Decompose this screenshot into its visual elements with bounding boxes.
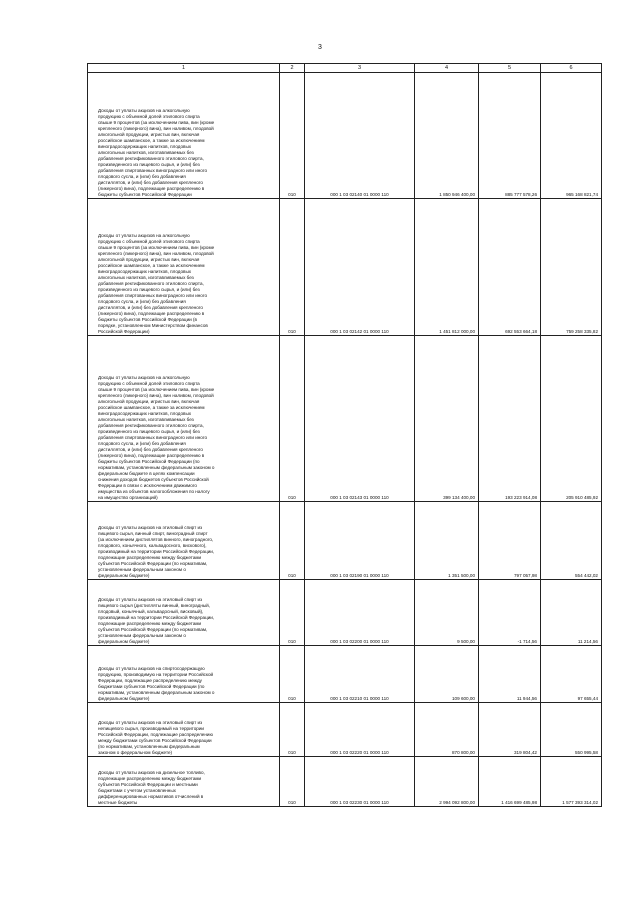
revenue-report-table (87, 63, 602, 807)
executed-amount: 193 223 914,08 (479, 336, 541, 502)
income-description: Доходы от уплаты акцизов на этиловый спирт из пищевого сырья (дистилляты винный, виноградный, плодовый, коньячный, кальвадосный, висковый), производимый на территории Российской Федерации, подлежащие распределению между бюджетами субъектов Российской Федерации (по нормативам, установленным федеральным законом о федеральном бюджете) (88, 580, 280, 646)
executed-amount: 11 944,56 (479, 646, 541, 703)
unexecuted-amount: 11 214,56 (541, 580, 602, 646)
approved-amount: 109 600,00 (415, 646, 479, 703)
unexecuted-amount: 1 577 393 314,02 (541, 757, 602, 807)
unexecuted-amount: 965 168 821,74 (541, 73, 602, 199)
budget-classification-code: 000 1 03 02200 01 0000 110 (305, 580, 415, 646)
table-row (88, 199, 602, 336)
column-header: 4 (415, 64, 479, 73)
line-code: 010 (280, 502, 305, 580)
budget-classification-code: 000 1 03 02143 01 0000 110 (305, 336, 415, 502)
unexecuted-amount: 554 442,02 (541, 502, 602, 580)
budget-classification-code: 000 1 03 02140 01 0000 110 (305, 73, 415, 199)
line-code: 010 (280, 73, 305, 199)
approved-amount: 1 351 500,00 (415, 502, 479, 580)
column-header: 2 (280, 64, 305, 73)
executed-amount: 319 804,42 (479, 703, 541, 757)
table-row (88, 580, 602, 646)
income-description: Доходы от уплаты акцизов на алкогольную продукцию с объемной долей этилового спирта свыше 9 процентов (за исключением пива, вин (кроме крепленого (ликерного) вина), вин наливом, плодовой алкогольной продукции, игристых вин, включая российское шампанское, а также за исключением виноградосодержащих напитков, плодовых алкогольных напитков, изготавливаемых без добавления ректификованного этилового спирта, произведенного из пищевого сырья, и (или) без добавления спиртованных виноградного или иного плодового сусла, и (или) без добавления дистиллятов, и (или) без добавления крепленого (ликерного) вина), подлежащие распределению в бюджеты субъектов Российской Федерации (88, 73, 280, 199)
executed-amount: 692 553 664,18 (479, 199, 541, 336)
budget-classification-code: 000 1 03 02220 01 0000 110 (305, 703, 415, 757)
budget-classification-code: 000 1 03 02210 01 0000 110 (305, 646, 415, 703)
executed-amount: 885 777 578,26 (479, 73, 541, 199)
income-description: Доходы от уплаты акцизов на дизельное топливо, подлежащие распределению между бюджетами субъектов Российской Федерации и местными бюджетами с учетом установленных дифференцированных нормативов отчислений в местные бюджеты (88, 757, 280, 807)
table-row (88, 757, 602, 807)
column-number-header-row (88, 64, 602, 73)
unexecuted-amount: 97 655,44 (541, 646, 602, 703)
column-header: 1 (88, 64, 280, 73)
budget-classification-code: 000 1 03 02190 01 0000 110 (305, 502, 415, 580)
line-code: 010 (280, 703, 305, 757)
income-description: Доходы от уплаты акцизов на спиртосодержащую продукцию, производимую на территории Российской Федерации, подлежащие распределению между бюджетами субъектов Российской Федерации (по нормативам, установленным федеральным законом о федеральном бюджете) (88, 646, 280, 703)
page-number: 3 (318, 44, 322, 51)
executed-amount: 797 057,98 (479, 502, 541, 580)
approved-amount: 870 800,00 (415, 703, 479, 757)
approved-amount: 399 134 400,00 (415, 336, 479, 502)
income-description: Доходы от уплаты акцизов на этиловый спирт из пищевого сырья, винный спирт, виноградный спирт (за исключением дистиллятов винного, виноградного, плодового, коньячного, кальвадосного, вискового), производимый на территории Российской Федерации, подлежащие распределению между бюджетами субъектов Российской Федерации (по нормативам, установленным федеральным законом о федеральном бюджете) (88, 502, 280, 580)
line-code: 010 (280, 336, 305, 502)
approved-amount: 9 500,00 (415, 580, 479, 646)
approved-amount: 1 850 946 400,00 (415, 73, 479, 199)
executed-amount: 1 416 699 485,98 (479, 757, 541, 807)
income-description: Доходы от уплаты акцизов на алкогольную продукцию с объемной долей этилового спирта свыше 9 процентов (за исключением пива, вин (кроме крепленого (ликерного) вина), вин наливом, плодовой алкогольной продукции, игристых вин, включая российское шампанское, а также за исключением виноградосодержащих напитков, плодовых алкогольных напитков, изготавливаемых без добавления ректификованного этилового спирта, произведенного из пищевого сырья, и (или) без добавления спиртованных виноградного или иного плодового сусла, и (или) без добавления дистиллятов, и (или) без добавления крепленого (ликерного) вина), подлежащие распределению в бюджеты субъектов Российской Федерации (в порядке, установленном Министерством финансов Российской Федерации) (88, 199, 280, 336)
line-code: 010 (280, 199, 305, 336)
column-header: 5 (479, 64, 541, 73)
table-row (88, 336, 602, 502)
budget-classification-code: 000 1 03 02230 01 0000 110 (305, 757, 415, 807)
line-code: 010 (280, 646, 305, 703)
line-code: 010 (280, 757, 305, 807)
unexecuted-amount: 205 910 485,92 (541, 336, 602, 502)
approved-amount: 1 451 812 000,00 (415, 199, 479, 336)
unexecuted-amount: 550 995,58 (541, 703, 602, 757)
income-description: Доходы от уплаты акцизов на алкогольную продукцию с объемной долей этилового спирта свыше 9 процентов (за исключением пива, вин (кроме крепленого (ликерного) вина), вин наливом, плодовой алкогольной продукции, игристых вин, включая российское шампанское, а также за исключением виноградосодержащих напитков, плодовых алкогольных напитков, изготавливаемых без добавления ректификованного этилового спирта, произведенного из пищевого сырья, и (или) без добавления спиртованных виноградного или иного плодового сусла, и (или) без добавления дистиллятов, и (или) без добавления крепленого (ликерного) вина), подлежащие распределению в бюджеты субъектов Российской Федерации (по нормативам, установленным федеральным законом о федеральном бюджете в целях компенсации снижения доходов бюджетов субъектов Российской Федерации в связи с исключением движимого имущества из объектов налогообложения по налогу на имущество организаций) (88, 336, 280, 502)
table-row (88, 73, 602, 199)
executed-amount: -1 714,56 (479, 580, 541, 646)
line-code: 010 (280, 580, 305, 646)
table-row (88, 703, 602, 757)
income-description: Доходы от уплаты акцизов на этиловый спирт из непищевого сырья, производимый на территории Российской Федерации, подлежащие распределению между бюджетами субъектов Российской Федерации (по нормативам, установленным федеральным законом о федеральном бюджете) (88, 703, 280, 757)
column-header: 3 (305, 64, 415, 73)
table-row (88, 646, 602, 703)
unexecuted-amount: 759 258 335,82 (541, 199, 602, 336)
budget-classification-code: 000 1 03 02142 01 0000 110 (305, 199, 415, 336)
approved-amount: 2 994 092 800,00 (415, 757, 479, 807)
column-header: 6 (541, 64, 602, 73)
table-row (88, 502, 602, 580)
